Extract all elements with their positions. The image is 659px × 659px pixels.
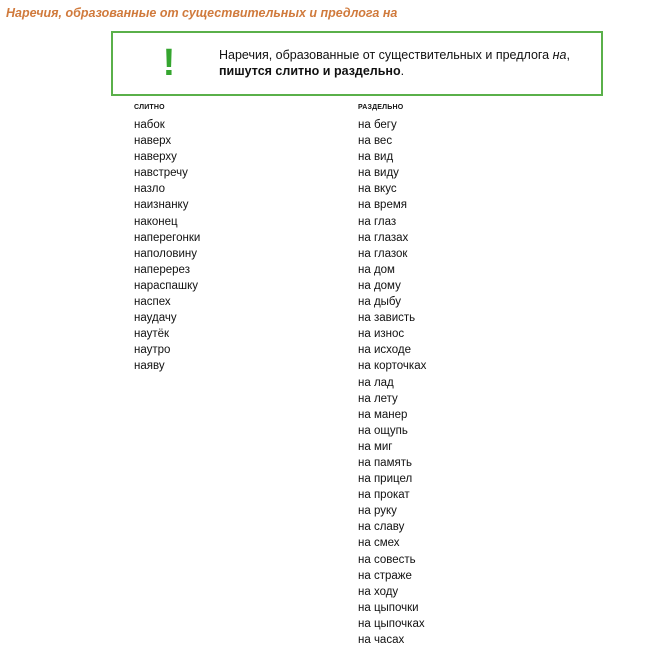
- separate-word-item: на глазок: [358, 247, 408, 260]
- separate-word-item: на лад: [358, 376, 394, 389]
- separate-word-item: на виду: [358, 167, 399, 180]
- separate-word-item: на ходу: [358, 585, 399, 598]
- fused-word-item: нараспашку: [134, 279, 199, 292]
- rule-text-italic: на: [552, 48, 567, 62]
- fused-word-item: наутёк: [134, 328, 170, 341]
- separate-word-item: на время: [358, 199, 407, 212]
- separate-word-item: на глаз: [358, 215, 397, 228]
- separate-word-item: на прицел: [358, 473, 413, 486]
- separate-word-item: на ощупь: [358, 424, 408, 437]
- separate-word-item: на совесть: [358, 553, 416, 566]
- fused-word-item: навстречу: [134, 167, 188, 180]
- separate-word-item: на миг: [358, 440, 393, 453]
- separate-word-item: на руку: [358, 505, 397, 518]
- page-title: Наречия, образованные от существительных и предлога на: [6, 6, 398, 20]
- fused-word-item: наутро: [134, 344, 171, 357]
- fused-column-header: СЛИТНО: [134, 104, 165, 111]
- separate-word-item: на глазах: [358, 231, 409, 244]
- separate-word-item: на вкус: [358, 183, 397, 196]
- separate-word-item: на славу: [358, 521, 405, 534]
- fused-word-item: наудачу: [134, 312, 177, 325]
- fused-word-item: набок: [134, 119, 165, 131]
- separate-word-item: на дыбу: [358, 296, 402, 309]
- separate-word-item: на вес: [358, 135, 393, 148]
- rule-text-bold: пишутся слитно и раздельно: [219, 64, 401, 78]
- fused-column: [134, 103, 200, 375]
- fused-word-list: [134, 117, 200, 375]
- separate-word-item: на память: [358, 456, 412, 469]
- separate-word-item: на часах: [358, 634, 405, 646]
- fused-word-item: наверху: [134, 151, 177, 164]
- rule-callout-box: [111, 31, 603, 96]
- fused-word-item: наперерез: [134, 263, 190, 276]
- separate-column-header: РАЗДЕЛЬНО: [358, 104, 404, 111]
- fused-word-item: наверх: [134, 135, 172, 148]
- separate-word-item: на прокат: [358, 489, 410, 502]
- rule-text: [219, 47, 594, 79]
- separate-word-item: на смех: [358, 537, 400, 550]
- separate-word-item: на цыпочки: [358, 601, 419, 614]
- rule-text-comma: ,: [566, 48, 570, 62]
- separate-word-item: на дом: [358, 263, 395, 276]
- fused-word-item: наизнанку: [134, 199, 189, 212]
- separate-word-item: на зависть: [358, 312, 416, 325]
- fused-word-item: наполовину: [134, 247, 197, 260]
- separate-word-item: на страже: [358, 569, 412, 582]
- separate-word-item: на корточках: [358, 360, 427, 373]
- separate-word-item: на дому: [358, 279, 401, 292]
- separate-word-item: на износ: [358, 328, 405, 341]
- rule-text-end: .: [400, 64, 405, 78]
- fused-word-item: наспех: [134, 296, 171, 309]
- separate-word-item: на вид: [358, 151, 394, 164]
- exclamation-icon: !: [162, 42, 176, 84]
- fused-word-item: наяву: [134, 360, 165, 373]
- fused-word-item: назло: [134, 183, 165, 196]
- separate-word-item: на манер: [358, 408, 408, 421]
- rule-text-prefix: Наречия, образованные от существительных и предлога: [219, 48, 553, 62]
- fused-word-item: наконец: [134, 215, 178, 228]
- separate-word-item: на цыпочках: [358, 617, 425, 630]
- fused-word-item: наперегонки: [134, 231, 201, 244]
- separate-word-item: на лету: [358, 392, 398, 405]
- separate-word-item: на бегу: [358, 119, 397, 131]
- separate-word-list: [358, 117, 426, 648]
- separate-column: [358, 103, 426, 648]
- separate-word-item: на исходе: [358, 344, 411, 357]
